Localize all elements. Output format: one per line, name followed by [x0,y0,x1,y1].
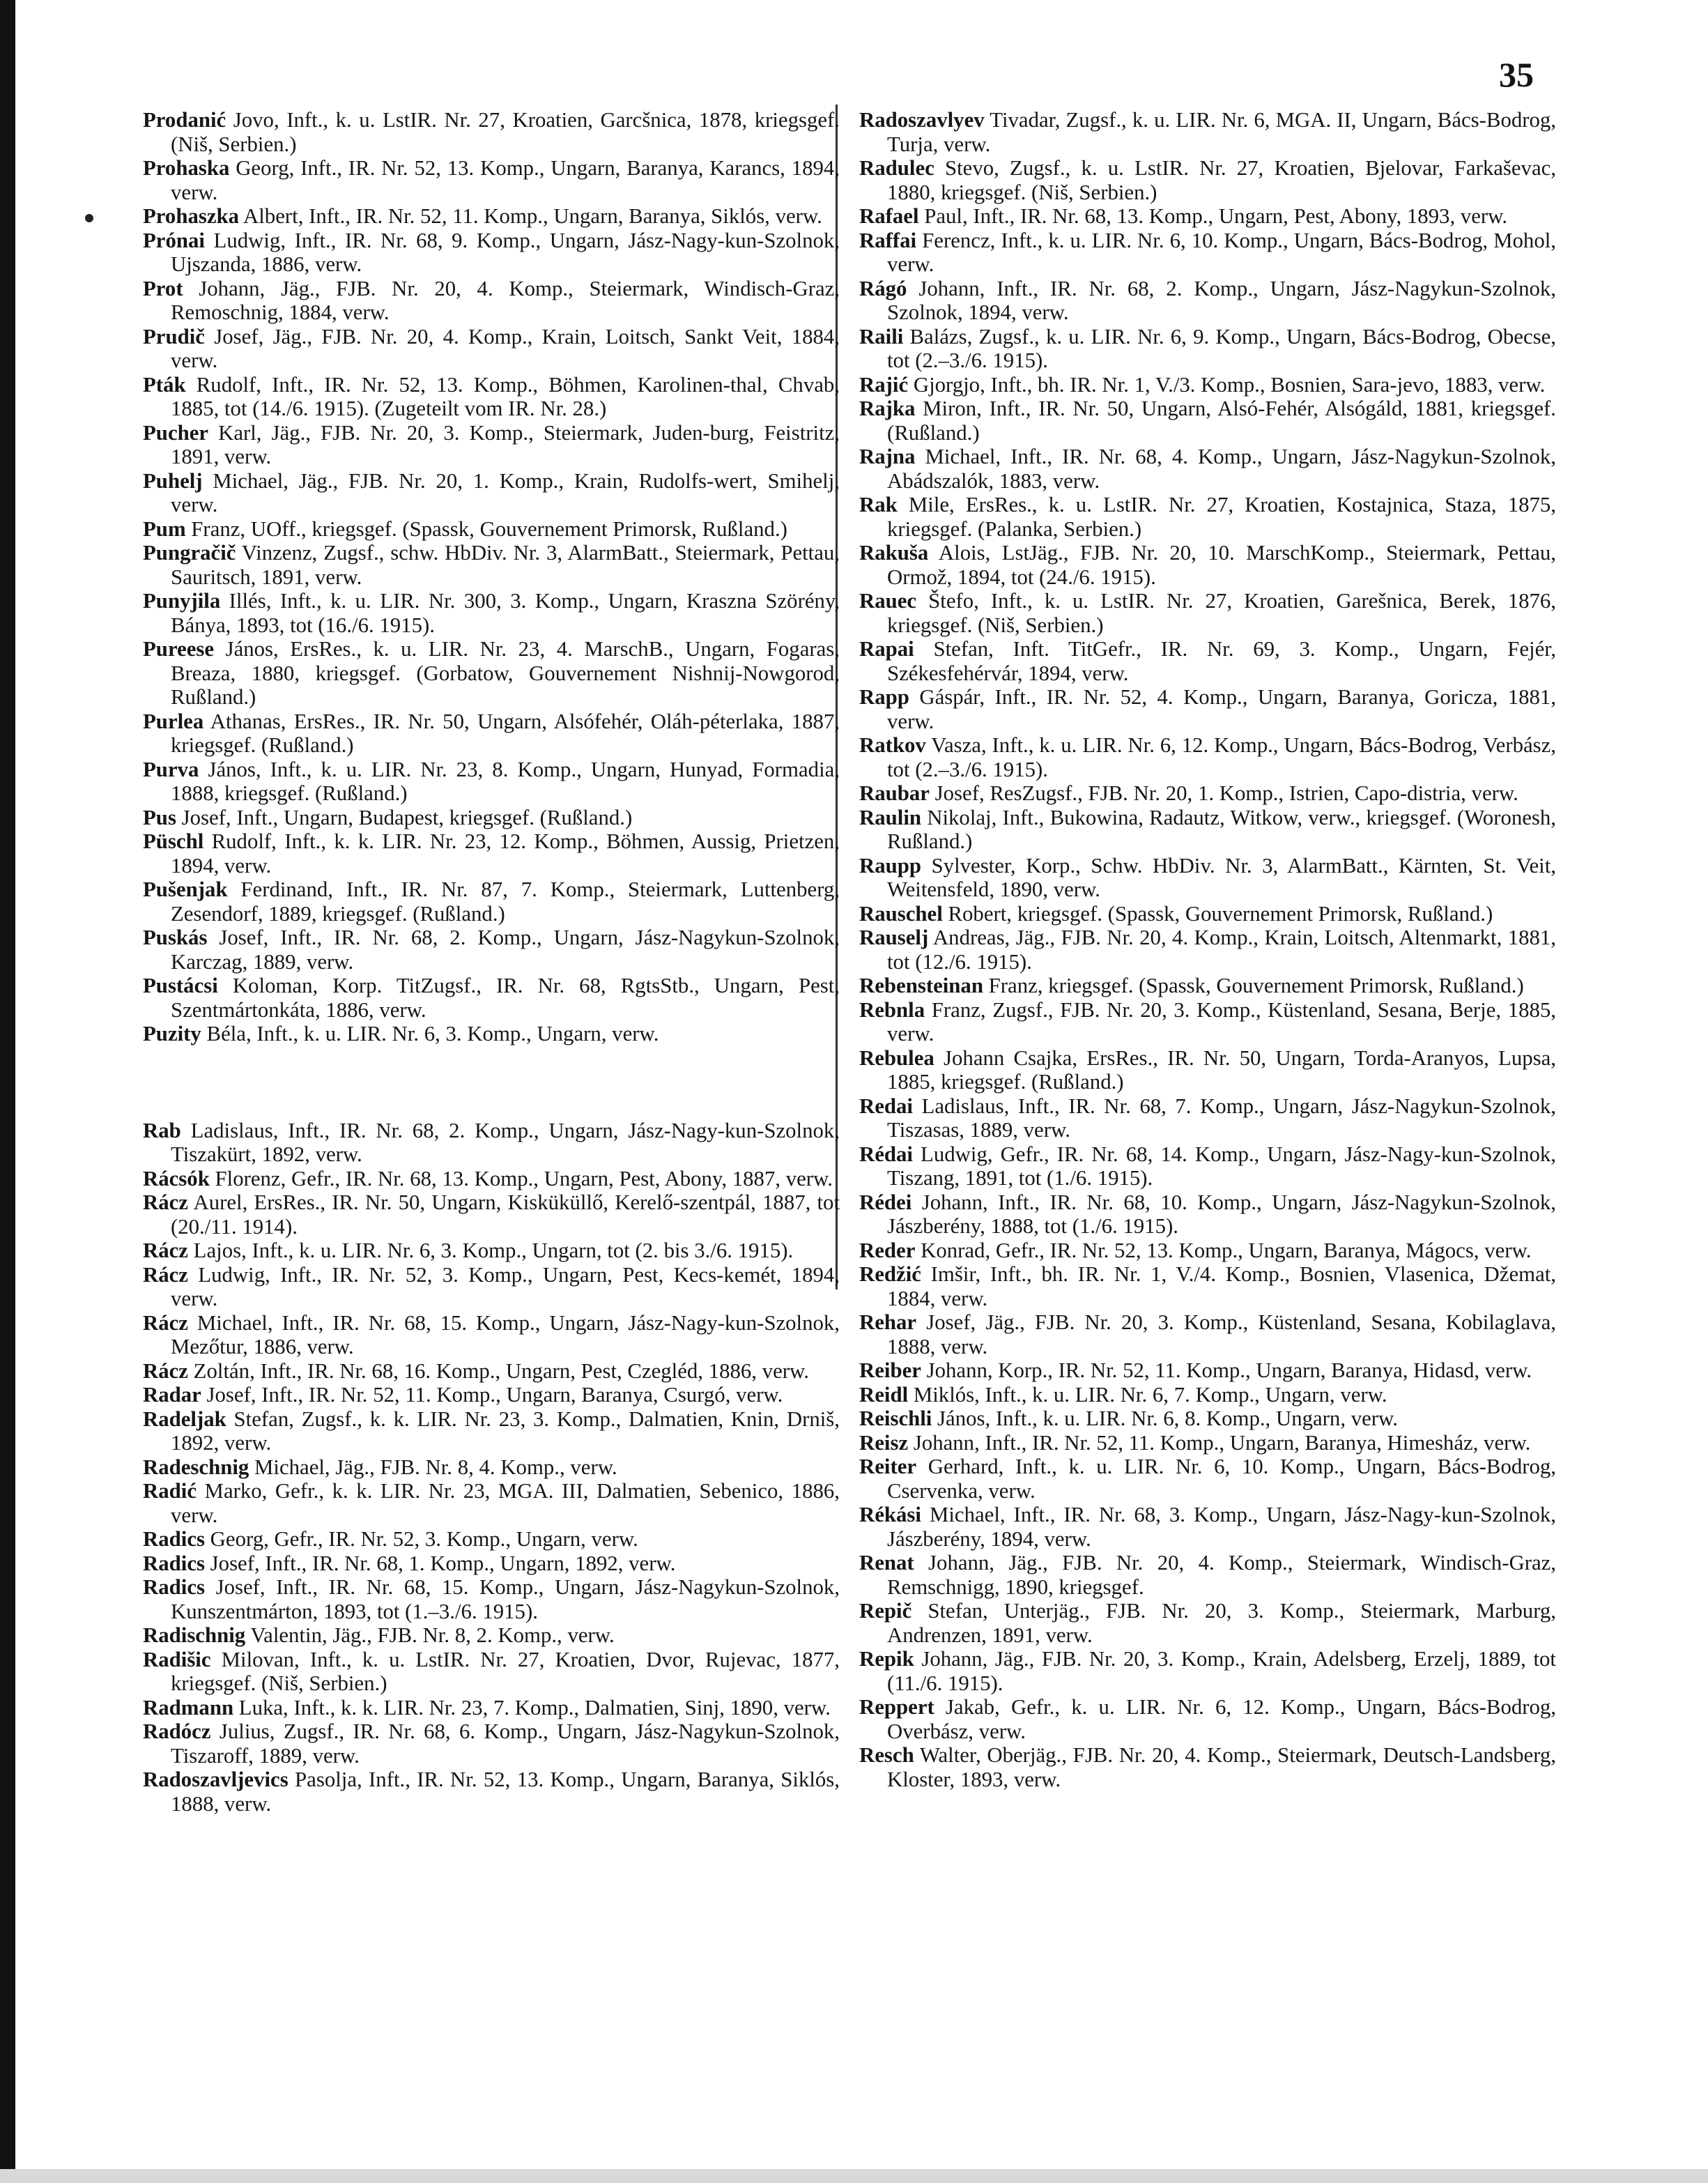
entry-details: János, ErsRes., k. u. LIR. Nr. 23, 4. MarschB., Ungarn, Fogaras, Breaza, 1880, kriegsgef. (Gorbatow, Gouvernement Nishnij-Nowgorod, Rußland.) [171,637,840,709]
casualty-entry [143,1407,840,1455]
casualty-entry [143,541,840,589]
casualty-entry [859,637,1556,685]
casualty-entry [143,1623,840,1648]
entry-details: Imšir, Inft., bh. IR. Nr. 1, V./4. Komp., Bosnien, Vlasenica, Džemat, 1884, verw. [887,1262,1556,1310]
section-gap [143,1046,840,1119]
entry-details: Nikolaj, Inft., Bukowina, Radautz, Witkow, verw., kriegsgef. (Woronesh, Rußland.) [887,805,1556,853]
entry-surname: Radócz [143,1719,211,1743]
casualty-entry [143,277,840,325]
casualty-entry [859,373,1556,397]
entry-details: Paul, Inft., IR. Nr. 68, 13. Komp., Ungarn, Pest, Abony, 1893, verw. [918,204,1508,228]
entry-surname: Rajna [859,445,916,468]
entry-surname: Radischnig [143,1623,246,1647]
casualty-entry [143,156,840,204]
entry-details: Andreas, Jäg., FJB. Nr. 20, 4. Komp., Krain, Loitsch, Altenmarkt, 1881, tot (12./6. 1915). [887,926,1556,974]
entry-surname: Rácz [143,1239,188,1262]
casualty-entry [143,1263,840,1311]
casualty-entry [143,1696,840,1720]
left-column [143,108,840,1816]
entry-surname: Reischli [859,1407,932,1430]
entry-details: Johann Csajka, ErsRes., IR. Nr. 50, Ungarn, Torda-Aranyos, Lupsa, 1885, kriegsgef. (Rußland.) [887,1045,1556,1094]
entry-surname: Punyjila [143,589,221,613]
entry-details: Aurel, ErsRes., IR. Nr. 50, Ungarn, Kisküküllő, Kerelő-szentpál, 1887, tot (20./11. 1914). [171,1190,840,1239]
entry-surname: Prudič [143,324,205,348]
casualty-entry [859,156,1556,204]
entry-details: Konrad, Gefr., IR. Nr. 52, 13. Komp., Ungarn, Baranya, Mágocs, verw. [915,1238,1532,1262]
entry-details: Vasza, Inft., k. u. LIR. Nr. 6, 12. Komp., Ungarn, Bács-Bodrog, Verbász, tot (2.–3./6. 1915). [887,733,1556,781]
entry-surname: Prohaszka [143,204,240,228]
entry-surname: Rab [143,1118,181,1142]
entry-details: Béla, Inft., k. u. LIR. Nr. 6, 3. Komp., Ungarn, verw. [201,1022,659,1045]
entry-surname: Repič [859,1599,912,1623]
casualty-entry [143,878,840,926]
entry-details: Josef, Inft., IR. Nr. 68, 2. Komp., Ungarn, Jász-Nagykun-Szolnok, Karczag, 1889, verw. [171,926,840,974]
casualty-entry [859,685,1556,733]
casualty-entry [143,974,840,1022]
entry-surname: Rácz [143,1358,188,1383]
entry-details: Johann, Jäg., FJB. Nr. 20, 3. Komp., Krain, Adelsberg, Erzelj, 1889, tot (11./6. 1915). [887,1647,1556,1695]
casualty-entry [859,1647,1556,1695]
entry-details: Georg, Inft., IR. Nr. 52, 13. Komp., Ungarn, Baranya, Karancs, 1894, verw. [171,156,840,204]
casualty-entry [143,1311,840,1359]
casualty-entry [143,1022,840,1046]
entry-surname: Prónai [143,228,205,252]
casualty-entry [859,974,1556,998]
entry-surname: Pucher [143,420,209,445]
entry-surname: Radeljak [143,1407,226,1431]
entry-details: Josef, Inft., IR. Nr. 68, 1. Komp., Ungarn, 1892, verw. [204,1551,676,1575]
entry-details: Johann, Inft., IR. Nr. 68, 10. Komp., Ungarn, Jász-Nagykun-Szolnok, Jászberény, 1888, tot (1./6. 1915). [887,1190,1556,1238]
entry-surname: Pum [143,516,186,541]
casualty-entry [859,781,1556,806]
casualty-entry [859,926,1556,974]
entry-surname: Radics [143,1551,205,1575]
casualty-entry [859,1743,1556,1791]
casualty-entry [859,1358,1556,1383]
entry-details: Tivadar, Zugsf., k. u. LIR. Nr. 6, MGA. II, Ungarn, Bács-Bodrog, Turja, verw. [887,108,1556,156]
entry-surname: Resch [859,1743,914,1767]
entry-surname: Reidl [859,1382,909,1407]
entry-surname: Raili [859,324,904,348]
entry-details: Karl, Jäg., FJB. Nr. 20, 3. Komp., Steiermark, Juden-burg, Feistritz, 1891, verw. [171,420,840,468]
entry-surname: Rak [859,493,898,516]
entry-surname: Rebensteinan [859,974,983,997]
entry-details: Franz, kriegsgef. (Spassk, Gouvernement Primorsk, Rußland.) [983,974,1524,997]
entry-details: Miron, Inft., IR. Nr. 50, Ungarn, Alsó-Fehér, Alsógáld, 1881, kriegsgef. (Rußland.) [887,397,1556,445]
casualty-entry [859,589,1556,637]
entry-details: Albert, Inft., IR. Nr. 52, 11. Komp., Ungarn, Baranya, Siklós, verw. [239,204,822,228]
entry-details: Johann, Jäg., FJB. Nr. 20, 4. Komp., Steiermark, Windisch-Graz, Remschnigg, 1890, kriegsgef. [887,1551,1556,1599]
entry-surname: Rajić [859,372,909,397]
casualty-entry [859,1551,1556,1599]
casualty-entry [143,108,840,156]
entry-details: Rudolf, Inft., IR. Nr. 52, 13. Komp., Böhmen, Karolinen-thal, Chvab, 1885, tot (14./6. 1915). (Zugeteilt vom IR. Nr. 28.) [171,372,840,420]
casualty-entry [143,204,840,229]
entry-details: Josef, Jäg., FJB. Nr. 20, 3. Komp., Küstenland, Sesana, Kobilaglava, 1888, verw. [887,1310,1556,1358]
entry-details: Georg, Gefr., IR. Nr. 52, 3. Komp., Ungarn, verw. [204,1527,638,1551]
casualty-entry [143,373,840,421]
entry-details: Johann, Jäg., FJB. Nr. 20, 4. Komp., Steiermark, Windisch-Graz, Remoschnig, 1884, verw. [171,276,840,324]
casualty-entry [859,277,1556,325]
entry-surname: Puskás [143,926,208,949]
entry-details: Josef, Jäg., FJB. Nr. 20, 4. Komp., Krain, Loitsch, Sankt Veit, 1884, verw. [171,324,840,372]
casualty-entry [143,710,840,758]
entry-surname: Prodanić [143,108,226,132]
entry-surname: Radoszavljevics [143,1768,288,1791]
entry-surname: Radić [143,1479,197,1503]
entry-details: Robert, kriegsgef. (Spassk, Gouvernement Primorsk, Rußland.) [942,901,1493,926]
entry-details: Julius, Zugsf., IR. Nr. 68, 6. Komp., Ungarn, Jász-Nagykun-Szolnok, Tiszaroff, 1889, verw. [171,1719,840,1768]
entry-details: Stevo, Zugsf., k. u. LstIR. Nr. 27, Kroatien, Bjelovar, Farkaševac, 1880, kriegsgef. (Niš, Serbien.) [887,156,1556,204]
casualty-entry [859,1431,1556,1455]
entry-surname: Raupp [859,853,922,878]
casualty-entry [143,1239,840,1263]
page-bottom-edge [0,2169,1708,2183]
entry-details: Walter, Oberjäg., FJB. Nr. 20, 4. Komp., Steiermark, Deutsch-Landsberg, Kloster, 1893, verw. [887,1743,1556,1791]
entry-surname: Rágó [859,276,907,300]
casualty-entry [859,1383,1556,1407]
casualty-entry [143,1575,840,1623]
entry-details: Valentin, Jäg., FJB. Nr. 8, 2. Komp., verw. [245,1623,615,1647]
entry-details: Josef, Inft., Ungarn, Budapest, kriegsgef. (Rußland.) [176,805,633,829]
entry-surname: Pušenjak [143,878,228,901]
entry-surname: Rácz [143,1310,188,1335]
entry-details: Stefan, Unterjäg., FJB. Nr. 20, 3. Komp., Steiermark, Marburg, Andrenzen, 1891, verw. [887,1599,1556,1647]
entry-details: Milovan, Inft., k. u. LstIR. Nr. 27, Kroatien, Dvor, Rujevac, 1877, kriegsgef. (Niš, Serbien.) [171,1647,840,1695]
entry-details: Štefo, Inft., k. u. LstIR. Nr. 27, Kroatien, Garešnica, Berek, 1876, kriegsgef. (Niš, Serbien.) [887,589,1556,637]
entry-details: Michael, Inft., IR. Nr. 68, 15. Komp., Ungarn, Jász-Nagy-kun-Szolnok, Mezőtur, 1886, verw. [171,1310,840,1358]
entry-surname: Rapai [859,637,914,661]
casualty-entry [143,1383,840,1407]
casualty-entry [859,902,1556,926]
entry-details: Pasolja, Inft., IR. Nr. 52, 13. Komp., Ungarn, Baranya, Siklós, 1888, verw. [171,1768,840,1816]
right-column [859,108,1556,1791]
casualty-entry [143,637,840,710]
entry-surname: Redžić [859,1262,921,1286]
casualty-entry [859,1310,1556,1358]
entry-details: Josef, ResZugsf., FJB. Nr. 20, 1. Komp., Istrien, Capo-distria, verw. [929,781,1518,805]
casualty-entry [859,229,1556,277]
entry-details: Michael, Jäg., FJB. Nr. 8, 4. Komp., verw. [249,1455,617,1479]
entry-details: Lajos, Inft., k. u. LIR. Nr. 6, 3. Komp., Ungarn, tot (2. bis 3./6. 1915). [187,1239,794,1262]
entry-surname: Püschl [143,829,204,853]
entry-details: Ferencz, Inft., k. u. LIR. Nr. 6, 10. Komp., Ungarn, Bács-Bodrog, Mohol, verw. [887,228,1556,276]
entry-surname: Reppert [859,1695,934,1719]
entry-details: Michael, Inft., IR. Nr. 68, 4. Komp., Ungarn, Jász-Nagykun-Szolnok, Abádszalók, 1883, verw. [887,445,1556,493]
entry-details: Miklós, Inft., k. u. LIR. Nr. 6, 7. Komp., Ungarn, verw. [908,1382,1387,1407]
entry-surname: Rehar [859,1310,917,1334]
entry-details: Johann, Inft., IR. Nr. 52, 11. Komp., Ungarn, Baranya, Himesház, verw. [908,1430,1531,1455]
entry-details: Vinzenz, Zugsf., schw. HbDiv. Nr. 3, AlarmBatt., Steiermark, Pettau, Sauritsch, 1891, verw. [171,541,840,589]
entry-surname: Purva [143,757,199,781]
casualty-entry [859,445,1556,493]
entry-details: Jovo, Inft., k. u. LstIR. Nr. 27, Kroatien, Garcšnica, 1878, kriegsgef. (Niš, Serbien.) [171,108,840,156]
entry-surname: Rakuša [859,541,929,565]
casualty-entry [859,1455,1556,1503]
casualty-entry [143,1552,840,1576]
casualty-entry [143,758,840,806]
entry-details: Marko, Gefr., k. k. LIR. Nr. 23, MGA. III, Dalmatien, Sebenico, 1886, verw. [171,1479,840,1527]
entry-details: Gáspár, Inft., IR. Nr. 52, 4. Komp., Ungarn, Baranya, Goricza, 1881, verw. [887,685,1556,733]
casualty-entry [859,998,1556,1046]
casualty-entry [859,1239,1556,1263]
casualty-entry [859,854,1556,902]
entry-surname: Rajka [859,397,916,420]
casualty-entry [859,806,1556,854]
entry-surname: Radišic [143,1647,211,1671]
entry-details: Ludwig, Inft., IR. Nr. 52, 3. Komp., Ungarn, Pest, Kecs-kemét, 1894, verw. [171,1262,840,1310]
entry-details: Mile, ErsRes., k. u. LstIR. Nr. 27, Kroatien, Kostajnica, Staza, 1875, kriegsgef. (Palanka, Serbien.) [887,493,1556,541]
entry-details: Rudolf, Inft., k. k. LIR. Nr. 23, 12. Komp., Böhmen, Aussig, Prietzen, 1894, verw. [171,829,840,878]
casualty-entry [143,589,840,637]
casualty-entry [859,108,1556,156]
casualty-entry [859,397,1556,445]
entry-details: Ludwig, Inft., IR. Nr. 68, 9. Komp., Ungarn, Jász-Nagy-kun-Szolnok, Ujszanda, 1886, verw. [171,228,840,276]
casualty-entry [143,1719,840,1768]
casualty-entry [143,517,840,542]
casualty-entry [143,1479,840,1527]
entry-surname: Puhelj [143,468,203,493]
entry-details: Zoltán, Inft., IR. Nr. 68, 16. Komp., Ungarn, Pest, Czegléd, 1886, verw. [187,1358,809,1383]
casualty-entry [143,1190,840,1239]
casualty-entry [143,325,840,373]
casualty-entry [143,1167,840,1191]
entry-details: Franz, Zugsf., FJB. Nr. 20, 3. Komp., Küstenland, Sesana, Berje, 1885, verw. [887,997,1556,1045]
entry-surname: Pustácsi [143,974,218,997]
entry-details: János, Inft., k. u. LIR. Nr. 23, 8. Komp., Ungarn, Hunyad, Formadia, 1888, kriegsgef. (Rußland.) [171,757,840,805]
page-number: 35 [1499,55,1534,94]
casualty-entry [859,733,1556,781]
entry-surname: Puzity [143,1022,201,1045]
entry-surname: Prohaska [143,156,230,180]
casualty-entry [859,1046,1556,1094]
entry-details: Johann, Inft., IR. Nr. 68, 2. Komp., Ungarn, Jász-Nagykun-Szolnok, Szolnok, 1894, verw. [887,276,1556,324]
casualty-entry [859,1503,1556,1551]
entry-details: Ferdinand, Inft., IR. Nr. 87, 7. Komp., Steiermark, Luttenberg, Zesendorf, 1889, kriegsgef. (Rußland.) [171,878,840,926]
entry-surname: Rebulea [859,1045,934,1070]
entry-surname: Radulec [859,156,934,180]
entry-details: Johann, Korp., IR. Nr. 52, 11. Komp., Ungarn, Baranya, Hidasd, verw. [921,1358,1532,1382]
entry-surname: Reder [859,1238,916,1262]
casualty-entry [143,1359,840,1384]
casualty-entry [859,1190,1556,1239]
casualty-entry [143,1648,840,1696]
casualty-entry [859,541,1556,589]
entry-surname: Rauschel [859,901,943,926]
entry-details: Florenz, Gefr., IR. Nr. 68, 13. Komp., Ungarn, Pest, Abony, 1887, verw. [209,1166,833,1190]
entry-surname: Rauec [859,589,917,613]
entry-surname: Radar [143,1383,201,1407]
entry-details: Stefan, Zugsf., k. k. LIR. Nr. 23, 3. Komp., Dalmatien, Knin, Drniš, 1892, verw. [171,1407,840,1455]
entry-details: Franz, UOff., kriegsgef. (Spassk, Gouvernement Primorsk, Rußland.) [185,516,787,541]
entry-details: Jakab, Gefr., k. u. LIR. Nr. 6, 12. Komp., Ungarn, Bács-Bodrog, Overbász, verw. [887,1695,1556,1743]
entry-surname: Rédei [859,1190,912,1214]
entry-surname: Reiter [859,1455,917,1478]
entry-details: Alois, LstJäg., FJB. Nr. 20, 10. MarschKomp., Steiermark, Pettau, Ormož, 1894, tot (24./6. 1915). [887,541,1556,589]
page-edge-shadow [0,0,15,2183]
entry-details: Illés, Inft., k. u. LIR. Nr. 300, 3. Komp., Ungarn, Kraszna Szörény, Bánya, 1893, tot (16./6. 1915). [171,589,840,637]
entry-surname: Raubar [859,781,930,805]
entry-details: Josef, Inft., IR. Nr. 68, 15. Komp., Ungarn, Jász-Nagykun-Szolnok, Kunszentmárton, 1893, tot (1.–3./6. 1915). [171,1575,840,1623]
casualty-entry [859,1599,1556,1647]
entry-surname: Purlea [143,709,204,733]
entry-details: Ladislaus, Inft., IR. Nr. 68, 2. Komp., Ungarn, Jász-Nagy-kun-Szolnok, Tiszakürt, 1892, verw. [171,1118,840,1166]
casualty-entry [859,493,1556,541]
entry-surname: Pták [143,372,186,397]
entry-surname: Rauselj [859,926,929,949]
entry-surname: Rácz [143,1262,188,1287]
casualty-entry [859,1695,1556,1743]
entry-surname: Raulin [859,805,922,829]
casualty-entry [859,1407,1556,1431]
casualty-entry [859,1094,1556,1142]
entry-details: Ludwig, Gefr., IR. Nr. 68, 14. Komp., Ungarn, Jász-Nagy-kun-Szolnok, Tiszang, 1891, tot (1./6. 1915). [887,1142,1556,1190]
entry-details: János, Inft., k. u. LIR. Nr. 6, 8. Komp., Ungarn, verw. [932,1407,1398,1430]
entry-details: Koloman, Korp. TitZugsf., IR. Nr. 68, RgtsStb., Ungarn, Pest, Szentmártonkáta, 1886, verw. [171,974,840,1022]
entry-surname: Radeschnig [143,1455,249,1479]
casualty-entry [859,325,1556,373]
casualty-entry [143,421,840,469]
casualty-entry [143,806,840,830]
entry-surname: Reisz [859,1430,909,1455]
casualty-entry [143,1455,840,1480]
entry-details: Michael, Inft., IR. Nr. 68, 3. Komp., Ungarn, Jász-Nagy-kun-Szolnok, Jászberény, 1894, verw. [887,1503,1556,1551]
entry-details: Sylvester, Korp., Schw. HbDiv. Nr. 3, AlarmBatt., Kärnten, St. Veit, Weitensfeld, 1890, verw. [887,853,1556,901]
entry-surname: Reiber [859,1358,921,1382]
entry-surname: Rapp [859,685,909,709]
entry-details: Balázs, Zugsf., k. u. LIR. Nr. 6, 9. Komp., Ungarn, Bács-Bodrog, Obecse, tot (2.–3./6. 1915). [887,324,1556,372]
entry-surname: Rebnla [859,997,925,1022]
entry-surname: Raffai [859,228,917,252]
entry-details: Stefan, Inft. TitGefr., IR. Nr. 69, 3. Komp., Ungarn, Fejér, Székesfehérvár, 1894, verw. [887,637,1556,685]
entry-surname: Radoszavlyev [859,108,985,132]
casualty-entry [143,926,840,974]
casualty-entry [143,1527,840,1552]
entry-surname: Ratkov [859,733,926,757]
entry-details: Gjorgjo, Inft., bh. IR. Nr. 1, V./3. Komp., Bosnien, Sara-jevo, 1883, verw. [908,372,1546,397]
entry-surname: Renat [859,1551,914,1575]
margin-dot-mark [85,214,93,222]
casualty-entry [859,204,1556,229]
entry-surname: Redai [859,1094,913,1118]
entry-details: Luka, Inft., k. k. LIR. Nr. 23, 7. Komp., Dalmatien, Sinj, 1890, verw. [233,1695,831,1719]
casualty-entry [859,1262,1556,1310]
entry-surname: Pureese [143,637,215,661]
entry-details: Ladislaus, Inft., IR. Nr. 68, 7. Komp., Ungarn, Jász-Nagykun-Szolnok, Tiszasas, 1889, verw. [887,1094,1556,1142]
entry-surname: Rékási [859,1503,921,1526]
entry-details: Josef, Inft., IR. Nr. 52, 11. Komp., Ungarn, Baranya, Csurgó, verw. [201,1383,783,1407]
entry-surname: Radics [143,1575,205,1599]
casualty-entry [143,1768,840,1816]
entry-surname: Rácsók [143,1166,210,1190]
casualty-entry [859,1142,1556,1190]
entry-details: Michael, Jäg., FJB. Nr. 20, 1. Komp., Krain, Rudolfs-wert, Smihelj, verw. [171,468,840,516]
entry-surname: Pus [143,805,176,829]
entry-surname: Prot [143,276,183,300]
casualty-entry [143,1119,840,1167]
entry-surname: Repik [859,1647,914,1671]
entry-surname: Pungračič [143,541,236,565]
entry-surname: Rafael [859,204,919,228]
casualty-entry [143,469,840,517]
entry-surname: Radmann [143,1695,234,1719]
entry-surname: Radics [143,1527,205,1551]
entry-surname: Rácz [143,1190,188,1214]
entry-details: Athanas, ErsRes., IR. Nr. 50, Ungarn, Alsófehér, Oláh-péterlaka, 1887, kriegsgef. (Rußland.) [171,709,840,757]
casualty-entry [143,229,840,277]
entry-details: Gerhard, Inft., k. u. LIR. Nr. 6, 10. Komp., Ungarn, Bács-Bodrog, Cservenka, verw. [887,1455,1556,1503]
entry-surname: Rédai [859,1142,913,1166]
casualty-entry [143,829,840,878]
